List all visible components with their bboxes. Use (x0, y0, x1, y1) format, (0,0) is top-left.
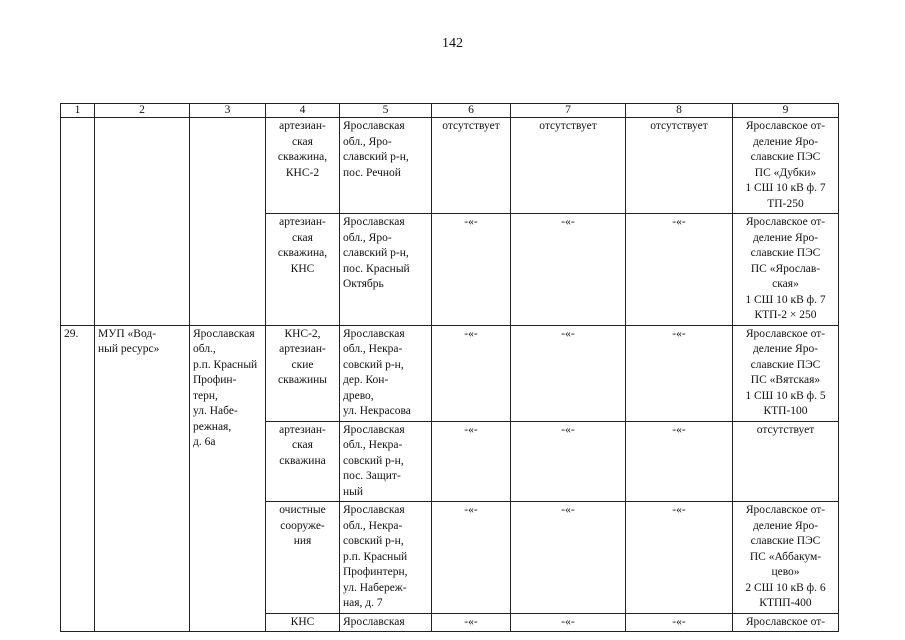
col8-cell: -«- (626, 214, 733, 326)
col6-cell: -«- (432, 214, 511, 326)
location-cell: Ярославская обл., Яро- славский р-н, пос. Речной (340, 118, 432, 214)
column-header: 8 (626, 104, 733, 118)
object-cell: очистные сооруже- ния (266, 502, 340, 614)
object-cell: артезиан- ская скважина, КНС-2 (266, 118, 340, 214)
location-cell: Ярославская обл., Некра- совский р-н, пос. Защит- ный (340, 421, 432, 502)
col7-cell: -«- (511, 502, 626, 614)
col6-cell: -«- (432, 421, 511, 502)
location-cell: Ярославская обл., Некра- совский р-н, р.п. Красный Профинтерн, ул. Набереж- ная, д. 7 (340, 502, 432, 614)
object-cell: КНС (266, 613, 340, 632)
col7-cell: -«- (511, 214, 626, 326)
header-row (61, 104, 839, 118)
col7-cell: -«- (511, 325, 626, 421)
power-supply-cell: Ярославское от- деление Яро- славские ПЭС ПС «Ярослав- ская» 1 СШ 10 кВ ф. 7 КТП-2 × 250 (733, 214, 839, 326)
location-cell: Ярославская обл., Некра- совский р-н, дер. Кон- древо, ул. Некрасова (340, 325, 432, 421)
row-number-cell: 29. (61, 325, 95, 632)
column-header: 9 (733, 104, 839, 118)
col7-cell: -«- (511, 421, 626, 502)
col8-cell: -«- (626, 325, 733, 421)
col8-cell: отсутствует (626, 118, 733, 214)
column-header: 7 (511, 104, 626, 118)
col6-cell: -«- (432, 325, 511, 421)
power-supply-cell: отсутствует (733, 421, 839, 502)
document-table (60, 103, 839, 632)
location-cell: Ярославская обл., Яро- славский р-н, пос. Красный Октябрь (340, 214, 432, 326)
col6-cell: отсутствует (432, 118, 511, 214)
object-cell: артезиан- ская скважина, КНС (266, 214, 340, 326)
power-supply-cell: Ярославское от- деление Яро- славские ПЭС ПС «Дубки» 1 СШ 10 кВ ф. 7 ТП-250 (733, 118, 839, 214)
location-cell: Ярославская (340, 613, 432, 632)
col8-cell: -«- (626, 421, 733, 502)
page-number: 142 (442, 36, 463, 51)
col6-cell: -«- (432, 613, 511, 632)
column-header: 6 (432, 104, 511, 118)
power-supply-cell: Ярославское от- деление Яро- славские ПЭС ПС «Вятская» 1 СШ 10 кВ ф. 5 КТП-100 (733, 325, 839, 421)
column-header: 1 (61, 104, 95, 118)
column-header: 4 (266, 104, 340, 118)
col8-cell: -«- (626, 502, 733, 614)
object-cell: КНС-2, артезиан- ские скважины (266, 325, 340, 421)
col8-cell: -«- (626, 613, 733, 632)
object-cell: артезиан- ская скважина (266, 421, 340, 502)
address-cell: Ярославская обл., р.п. Красный Профин- терн, ул. Набе- режная, д. 6а (190, 325, 266, 632)
column-header: 2 (95, 104, 190, 118)
col7-cell: -«- (511, 613, 626, 632)
empty-cell (190, 118, 266, 326)
empty-cell (95, 118, 190, 326)
empty-cell (61, 118, 95, 326)
power-supply-cell: Ярославское от- (733, 613, 839, 632)
column-header: 5 (340, 104, 432, 118)
table-row (61, 325, 839, 421)
col7-cell: отсутствует (511, 118, 626, 214)
power-supply-cell: Ярославское от- деление Яро- славские ПЭС ПС «Аббакум- цево» 2 СШ 10 кВ ф. 6 КТПП-400 (733, 502, 839, 614)
column-header: 3 (190, 104, 266, 118)
col6-cell: -«- (432, 502, 511, 614)
organization-cell: МУП «Вод- ный ресурс» (95, 325, 190, 632)
table-row (61, 118, 839, 214)
